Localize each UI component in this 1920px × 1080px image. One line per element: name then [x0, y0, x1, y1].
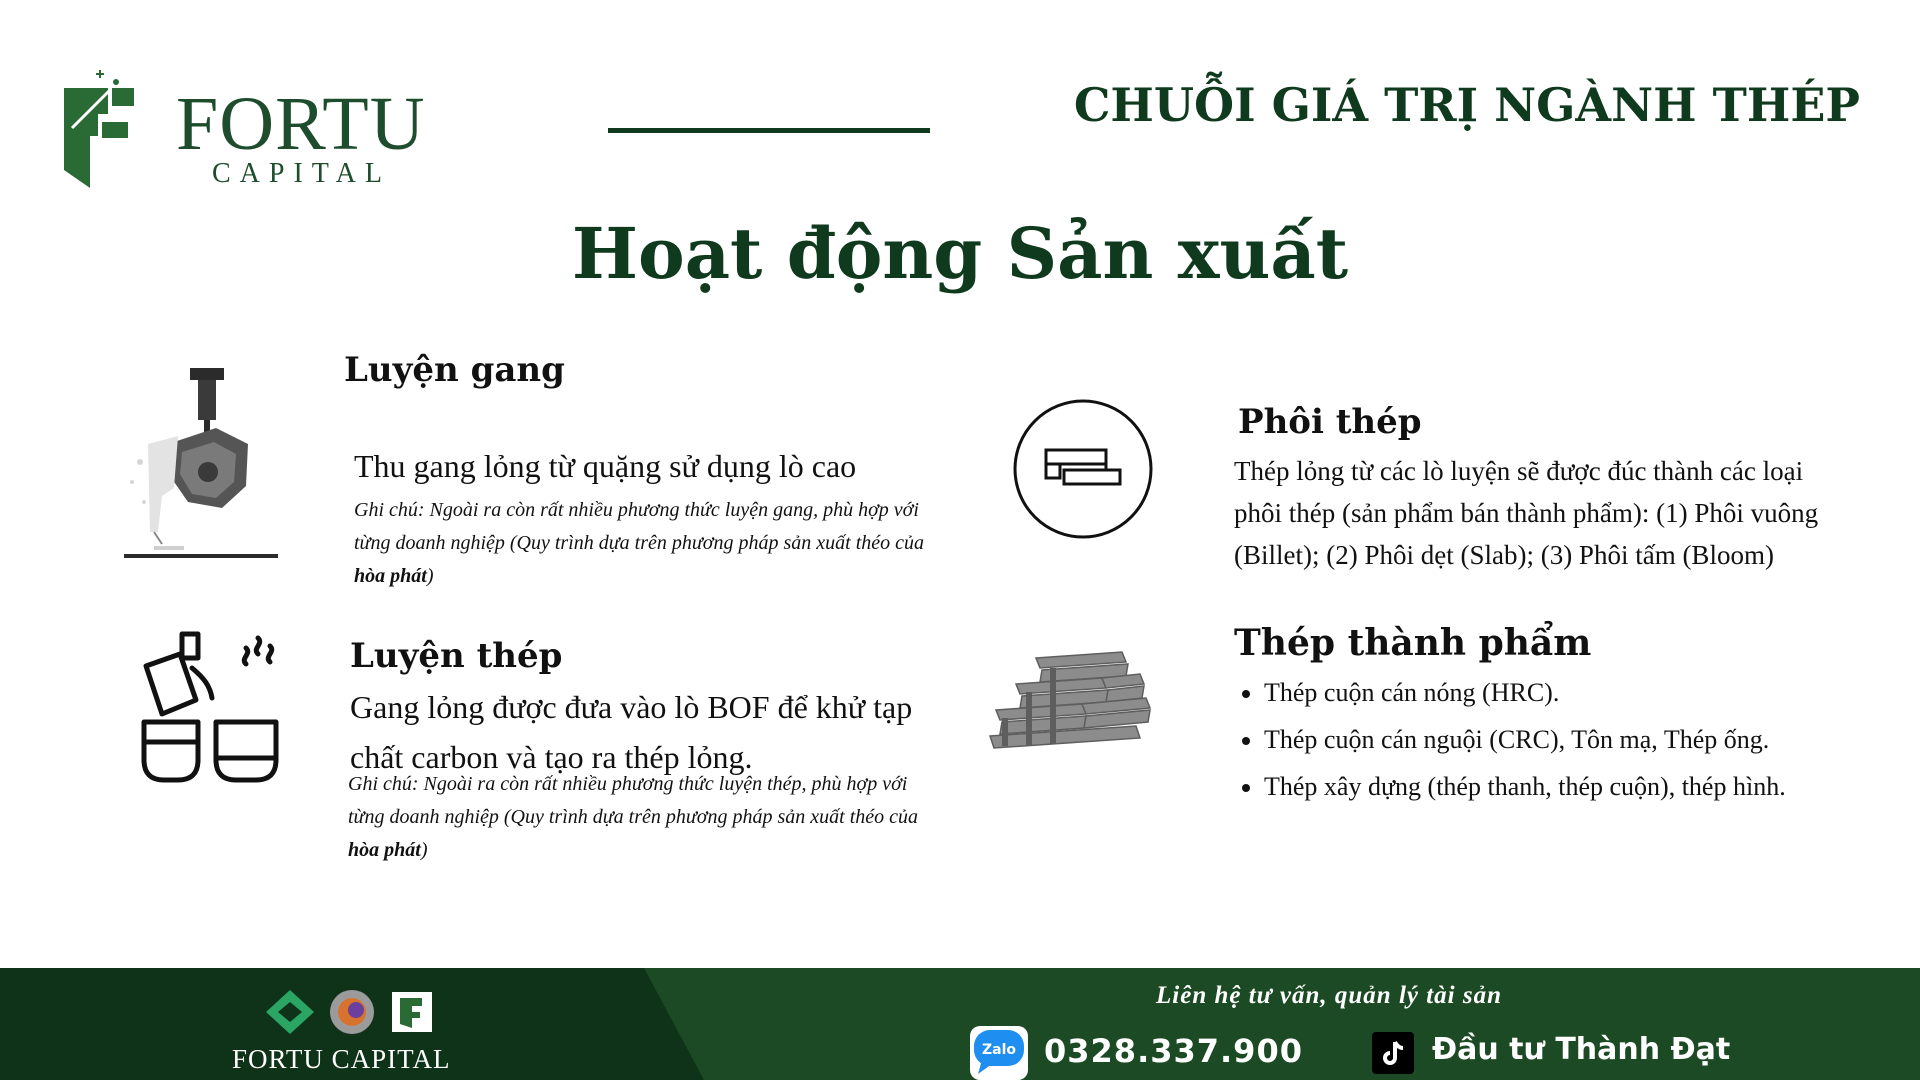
section-title-luyen-thep: Luyện thép: [350, 636, 563, 676]
svg-text:Zalo: Zalo: [981, 1042, 1017, 1058]
section-body-luyen-thep: Gang lỏng được đưa vào lò BOF để khử tạp chất carbon và tạo ra thép lỏng.: [350, 689, 913, 775]
i-beam-stack-icon: [986, 648, 1154, 758]
header-rule: [608, 128, 930, 133]
list-item: Thép xây dựng (thép thanh, thép cuộn), thép hình.: [1236, 766, 1836, 807]
list-item: Thép cuộn cán nguội (CRC), Tôn mạ, Thép ống.: [1236, 719, 1836, 760]
logo-subtitle: CAPITAL: [212, 158, 391, 189]
tiktok-icon[interactable]: [1372, 1032, 1414, 1074]
diamond-logo-icon: [266, 990, 314, 1034]
pouring-vessels-icon: [138, 628, 288, 788]
section-title-thep-thanh-pham: Thép thành phẩm: [1234, 622, 1592, 664]
section-body-phoi-thep: Thép lỏng từ các lò luyện sẽ được đúc thành các loại phôi thép (sản phẩm bán thành phẩm): (1) Phôi vuông (Billet); (2) Phôi dẹt (Slab); (3) Phôi tấm (Bloom): [1234, 456, 1819, 570]
list-item: Thép cuộn cán nóng (HRC).: [1236, 672, 1836, 713]
finished-steel-list: [1236, 672, 1836, 813]
fortu-logo-icon: [62, 70, 142, 194]
section-body-luyen-gang: Thu gang lỏng từ quặng sử dụng lò cao: [354, 448, 857, 484]
steel-billets-icon: [1012, 398, 1154, 540]
zalo-icon[interactable]: [970, 1026, 1028, 1080]
fortu-logo: [62, 70, 442, 200]
contact-label: Liên hệ tư vấn, quản lý tài sản: [1156, 982, 1503, 1009]
logo-name: FORTU: [176, 82, 426, 166]
footer-brand: FORTU CAPITAL: [232, 1044, 451, 1074]
tiktok-channel-name[interactable]: Đầu tư Thành Đạt: [1432, 1032, 1731, 1067]
section-title-luyen-gang: Luyện gang: [344, 350, 565, 390]
note-luyen-gang: Ghi chú: Ngoài ra còn rất nhiều phương thức luyện gang, phù hợp với từng doanh nghiệp (Quy trình dựa trên phương pháp sản xuất théo của hòa phát): [354, 499, 925, 587]
page-title: Hoạt động Sản xuất: [571, 212, 1349, 295]
phone-number[interactable]: 0328.337.900: [1044, 1032, 1303, 1070]
circle-logo-icon: [330, 990, 374, 1034]
top-title: CHUỖI GIÁ TRỊ NGÀNH THÉP: [1073, 78, 1860, 132]
fortu-mini-logo-icon: [392, 992, 432, 1032]
footer: [0, 968, 1920, 1080]
partner-logos: [266, 990, 446, 1034]
furnace-pouring-icon: [118, 362, 288, 562]
note-luyen-thep: Ghi chú: Ngoài ra còn rất nhiều phương thức luyện thép, phù hợp với từng doanh nghiệp (Quy trình dựa trên phương pháp sản xuất théo của hòa phát): [348, 773, 919, 861]
section-title-phoi-thep: Phôi thép: [1238, 402, 1422, 442]
